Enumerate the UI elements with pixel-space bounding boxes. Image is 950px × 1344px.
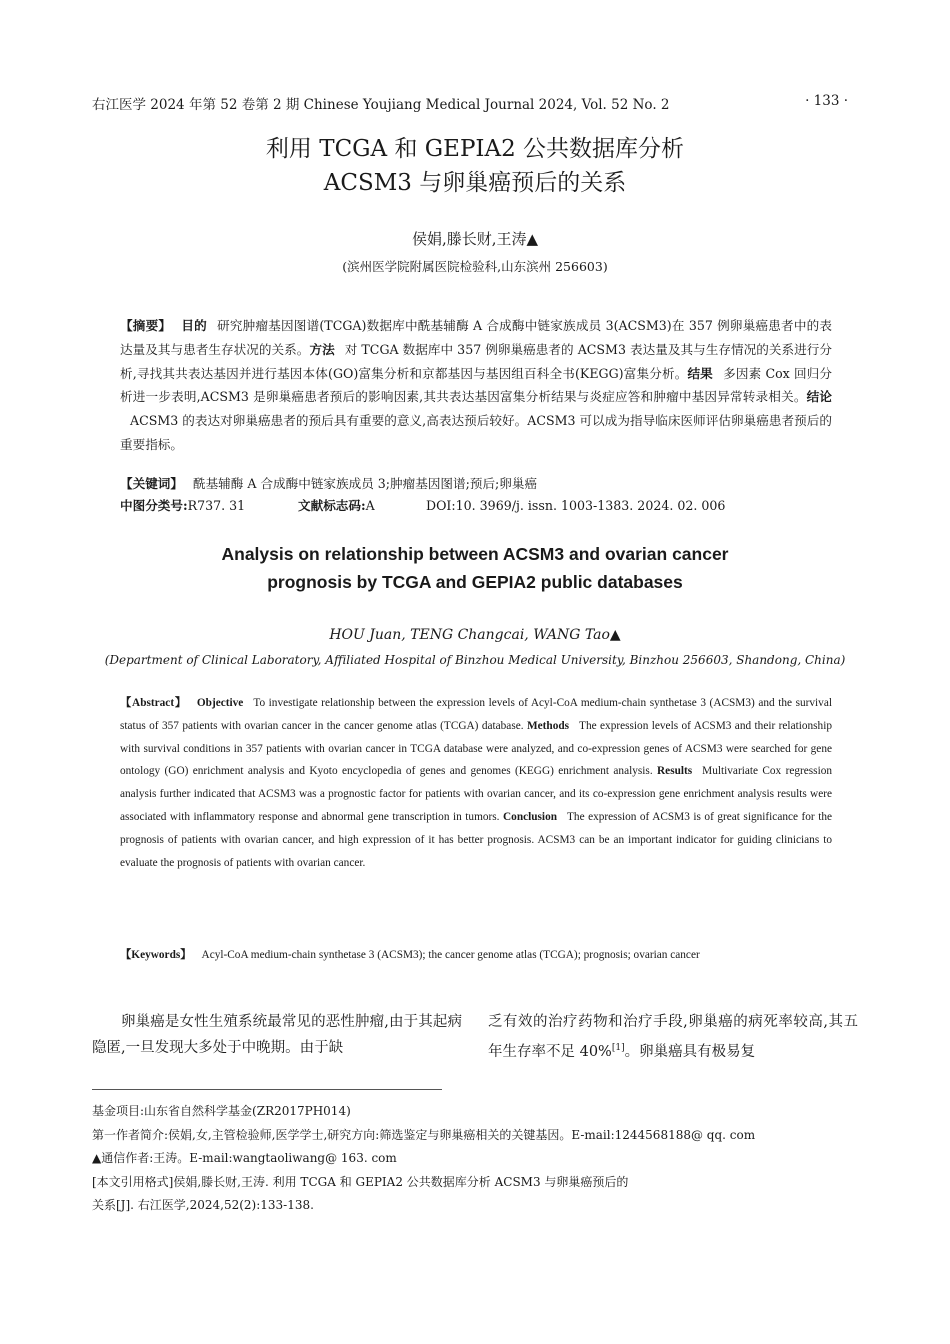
cn-title-line1: 利用 TCGA 和 GEPIA2 公共数据库分析 (265, 136, 685, 162)
en-results-label: Results (657, 765, 693, 778)
cn-keywords-text: 酰基辅酶 A 合成酶中链家族成员 3;肿瘤基因图谱;预后;卵巢癌 (192, 476, 538, 491)
en-results-text: Multivariate Cox regression analysis further indicated that ACSM3 was a prognostic factor for patients with ovarian cancer, and its co-expression gene enrichment analysis results were associated with inflammatory response and abnormal gene transcription in tumors. (120, 765, 833, 823)
cn-abstract (120, 314, 832, 457)
cn-keywords-label: 【关键词】 (120, 476, 183, 491)
body-left-text: 卵巢癌是女性生殖系统最常见的恶性肿瘤,由于其起病隐匿,一旦发现大多处于中晚期。由于缺 (92, 1014, 462, 1056)
cn-methods-label: 方法 (309, 341, 335, 357)
en-keywords-text: Acyl-CoA medium-chain synthetase 3 (ACSM3); the cancer genome atlas (TCGA); prognosis; ovarian cancer (201, 949, 700, 961)
footnote-divider (92, 1089, 442, 1090)
page-number: · 133 · (805, 93, 848, 109)
fund-note: 基金项目:山东省自然科学基金(ZR2017PH014) (92, 1104, 351, 1118)
cn-methods-text: 对 TCGA 数据库中 357 例卵巢癌患者的 ACSM3 表达量及其与生存情况的关系进行分析,寻找其共表达基因并进行基因本体(GO)富集分析和京都基因与基因组百科全书(KEGG)富集分析。 (120, 341, 833, 381)
en-objective-label: Objective (196, 697, 244, 709)
cn-title-line2: ACSM3 与卵巢癌预后的关系 (323, 170, 627, 196)
en-keywords-label: 【Keywords】 (120, 949, 192, 961)
citation-ref[interactable]: [1] (611, 1043, 625, 1053)
doi: DOI:10. 3969/j. issn. 1003-1383. 2024. 02. 006 (426, 498, 726, 513)
en-affiliation: (Department of Clinical Laboratory, Affiliated Hospital of Binzhou Medical University, Binzhou 256603, Shandong, China) (104, 653, 846, 667)
body-right-text-end: 。卵巢癌具有极易复 (624, 1043, 756, 1060)
cn-abstract-label: 【摘要】 (120, 318, 172, 333)
en-objective-text: To investigate relationship between the expression levels of Acyl-CoA medium-chain synthetase 3 (ACSM3) and the survival status of 357 patients with ovarian cancer in the cancer genome atlas (TCGA) database. (120, 697, 832, 732)
en-title-line2: prognosis by TCGA and GEPIA2 public databases (267, 572, 683, 592)
cn-keywords (120, 473, 832, 494)
cn-title (92, 132, 858, 200)
en-methods-text: The expression levels of ACSM3 and their relationship with survival conditions in 357 patients with ovarian cancer in TCGA database were analyzed, and co-expression genes of ACSM3 were searched for gene ontology (GO) enrichment analysis and Kyoto encyclopedia of genes and genomes (KEGG) enrichment analysis. (120, 719, 832, 778)
journal-header: 右江医学 2024 年第 52 卷第 2 期 Chinese Youjiang Medical Journal 2024, Vol. 52 No. 2 (92, 97, 670, 113)
en-abstract (120, 692, 832, 874)
doc-code-value: A (365, 498, 375, 513)
corresponding-author-note: ▲通信作者:王涛。E-mail:wangtaoliwang@ 163. com (92, 1151, 397, 1165)
en-abstract-label: 【Abstract】 (120, 697, 187, 709)
citation-format-line1: [本文引用格式]侯娟,滕长财,王涛. 利用 TCGA 和 GEPIA2 公共数据库分析 ACSM3 与卵巢癌预后的 (92, 1174, 629, 1189)
en-authors: HOU Juan, TENG Changcai, WANG Tao▲ (329, 627, 621, 643)
body-right-text: 乏有效的治疗药物和治疗手段,卵巢癌的病死率较高,其五年生存率不足 40% (488, 1014, 858, 1060)
en-title-line1: Analysis on relationship between ACSM3 and ovarian cancer (221, 544, 729, 564)
en-keywords (120, 944, 832, 966)
body-column-right (488, 1009, 858, 1065)
body-column-left (92, 1009, 462, 1061)
cn-affiliation: (滨州医学院附属医院检验科,山东滨州 256603) (342, 259, 608, 274)
clc-label: 中图分类号: (120, 498, 188, 513)
cn-conclusion-text: ACSM3 的表达对卵巢癌患者的预后具有重要的意义,高表达预后较好。ACSM3 可以成为指导临床医师评估卵巢癌患者预后的重要指标。 (120, 413, 832, 452)
en-conclusion-label: Conclusion (503, 810, 558, 823)
en-conclusion-text: The expression of ACSM3 is of great significance for the prognosis of patients with ovarian cancer, and high expression of it has better prognosis. ACSM3 can be an important indicator for guiding clinicians to evaluate the prognosis of patients with ovarian cancer. (120, 810, 833, 869)
doc-code-label: 文献标志码: (298, 498, 366, 513)
citation-format-line2: 关系[J]. 右江医学,2024,52(2):133-138. (92, 1198, 314, 1212)
cn-classification (120, 495, 832, 516)
cn-objective-label: 目的 (181, 318, 207, 333)
running-header (92, 93, 848, 111)
clc-value: R737. 31 (187, 498, 246, 513)
en-title (92, 540, 858, 596)
cn-results-label: 结果 (687, 365, 713, 381)
cn-conclusion-label: 结论 (806, 389, 832, 405)
cn-results-text: 多因素 Cox 回归分析进一步表明,ACSM3 是卵巢癌患者预后的影响因素,其共表达基因富集分析结果与炎症应答和肿瘤中基因异常转录相关。 (120, 365, 833, 405)
footnotes (92, 1100, 858, 1218)
cn-authors: 侯娟,滕长财,王涛▲ (411, 230, 539, 248)
en-methods-label: Methods (526, 719, 570, 732)
first-author-note: 第一作者简介:侯娟,女,主管检验师,医学学士,研究方向:筛选鉴定与卵巢癌相关的关键基因。E-mail:1244568188@ qq. com (92, 1127, 756, 1142)
cn-objective-text: 研究肿瘤基因图谱(TCGA)数据库中酰基辅酶 A 合成酶中链家族成员 3(ACSM3)在 357 例卵巢癌患者中的表达量及其与患者生存状况的关系。 (120, 318, 832, 357)
